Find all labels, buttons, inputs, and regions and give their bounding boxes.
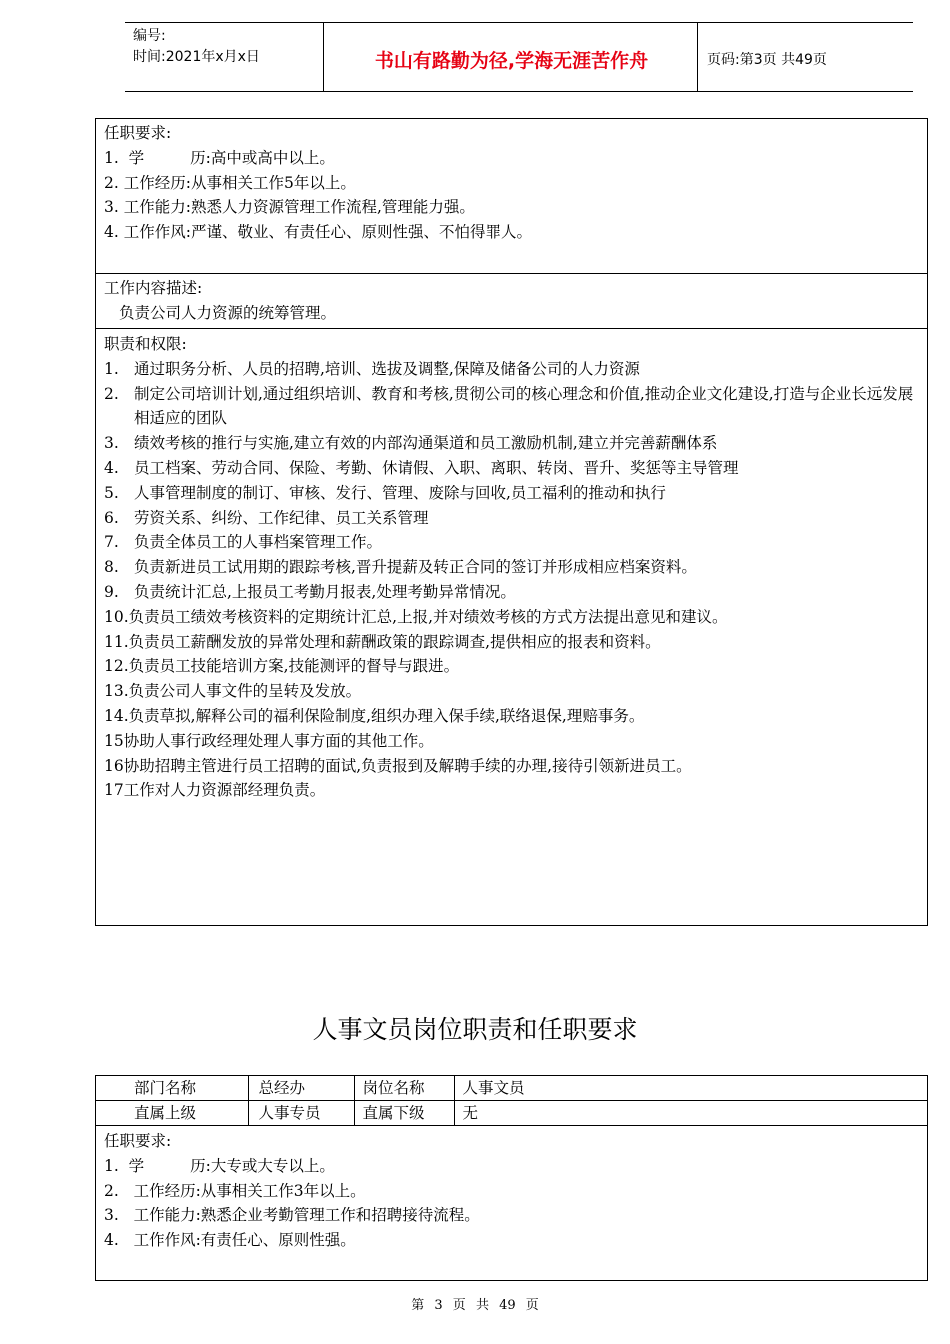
requirement-item: 4. 工作作风:严谨、敬业、有责任心、原则性强、不怕得罪人。 (104, 223, 532, 242)
duty-item: 4. 员工档案、劳动合同、保险、考勤、休请假、入职、离职、转岗、晋升、奖惩等主导管理 (104, 458, 739, 477)
requirement-item: 4. 工作作风:有责任心、原则性强。 (104, 1231, 356, 1250)
duty-item: 9. 负责统计汇总,上报员工考勤月报表,处理考勤异常情况。 (104, 582, 516, 601)
description-section (96, 273, 927, 328)
requirements-section (96, 119, 927, 273)
description-text: 负责公司人力资源的统筹管理。 (119, 303, 337, 322)
table-row (96, 1101, 927, 1126)
requirement-item: 2. 工作经历:从事相关工作5年以上。 (104, 173, 356, 192)
requirements-title: 任职要求: (104, 1132, 172, 1150)
header-motto: 书山有路勤为径,学海无涯苦作舟 (374, 50, 649, 72)
duty-item: 7. 负责全体员工的人事档案管理工作。 (104, 533, 383, 552)
footer-total-pages: 49 (499, 1298, 516, 1313)
duty-item: 10.负责员工绩效考核资料的定期统计汇总,上报,并对绩效考核的方式方法提出意见和建议。 (104, 607, 728, 626)
requirement-item: 3. 工作能力:熟悉人力资源管理工作流程,管理能力强。 (104, 198, 475, 217)
table-cell: 部门名称 (96, 1076, 248, 1101)
table-row (96, 1076, 927, 1101)
description-title: 工作内容描述: (104, 279, 203, 297)
header-page-number: 页码:第3页 共49页 (707, 52, 827, 68)
duty-item: 2. 制定公司培训计划,通过组织培训、教育和考核,贯彻公司的核心理念和价值,推动企业文化建设,打造与企业长远发展相适应的团队 (104, 384, 914, 428)
duties-section (96, 328, 927, 925)
section-title: 人事文员岗位职责和任职要求 (312, 1015, 638, 1044)
table-cell: 无 (454, 1101, 927, 1126)
footer-page-number: 3 (434, 1298, 443, 1313)
duty-item: 16协助招聘主管进行员工招聘的面试,负责报到及解聘手续的办理,接待引领新进员工。 (104, 756, 692, 775)
duty-item: 6. 劳资关系、纠纷、工作纪律、员工关系管理 (104, 508, 429, 527)
duties-title: 职责和权限: (104, 335, 187, 353)
requirement-item: 1. 学 历:高中或高中以上。 (104, 148, 335, 167)
table-cell: 直属下级 (354, 1101, 454, 1126)
header-number: 编号: (133, 28, 166, 44)
duty-item: 14.负责草拟,解释公司的福利保险制度,组织办理入保手续,联络退保,理赔事务。 (104, 706, 645, 725)
table-cell: 岗位名称 (354, 1076, 454, 1101)
page-header (125, 22, 913, 92)
duty-item: 1. 通过职务分析、人员的招聘,培训、选拔及调整,保障及储备公司的人力资源 (104, 359, 640, 378)
duty-item: 5. 人事管理制度的制订、审核、发行、管理、废除与回收,员工福利的推动和执行 (104, 483, 666, 502)
requirement-item: 2. 工作经历:从事相关工作3年以上。 (104, 1181, 366, 1200)
clerk-requirements-section (96, 1126, 927, 1280)
duty-item: 8. 负责新进员工试用期的跟踪考核,晋升提薪及转正合同的签订并形成相应档案资料。 (104, 558, 697, 577)
table-cell: 总经办 (248, 1076, 354, 1101)
duty-item: 15协助人事行政经理处理人事方面的其他工作。 (104, 731, 434, 750)
table-cell: 人事专员 (248, 1101, 354, 1126)
duty-item: 17工作对人力资源部经理负责。 (104, 781, 326, 800)
table-cell: 人事文员 (454, 1076, 927, 1101)
requirement-item: 1. 学 历:大专或大专以上。 (104, 1156, 335, 1175)
duty-item: 3. 绩效考核的推行与实施,建立有效的内部沟通渠道和员工激励机制,建立并完善薪酬体系 (104, 434, 718, 453)
clerk-requirements-box (95, 1075, 928, 1281)
header-divider (323, 22, 324, 92)
page-footer: 第 3 页 共 49 页 (411, 1298, 539, 1313)
duty-item: 11.负责员工薪酬发放的异常处理和薪酬政策的跟踪调查,提供相应的报表和资料。 (104, 632, 661, 651)
requirement-item: 3. 工作能力:熟悉企业考勤管理工作和招聘接待流程。 (104, 1206, 480, 1225)
header-top-rule (125, 22, 913, 23)
duty-item: 12.负责员工技能培训方案,技能测评的督导与跟进。 (104, 657, 460, 676)
header-time: 时间:2021年x月x日 (133, 49, 260, 65)
position-info-table (96, 1076, 927, 1126)
table-cell: 直属上级 (96, 1101, 248, 1126)
duty-item: 13.负责公司人事文件的呈转及发放。 (104, 682, 362, 701)
requirements-title: 任职要求: (104, 124, 172, 142)
header-bottom-rule (125, 91, 913, 92)
job-requirements-box (95, 118, 928, 926)
header-meta (133, 26, 260, 68)
